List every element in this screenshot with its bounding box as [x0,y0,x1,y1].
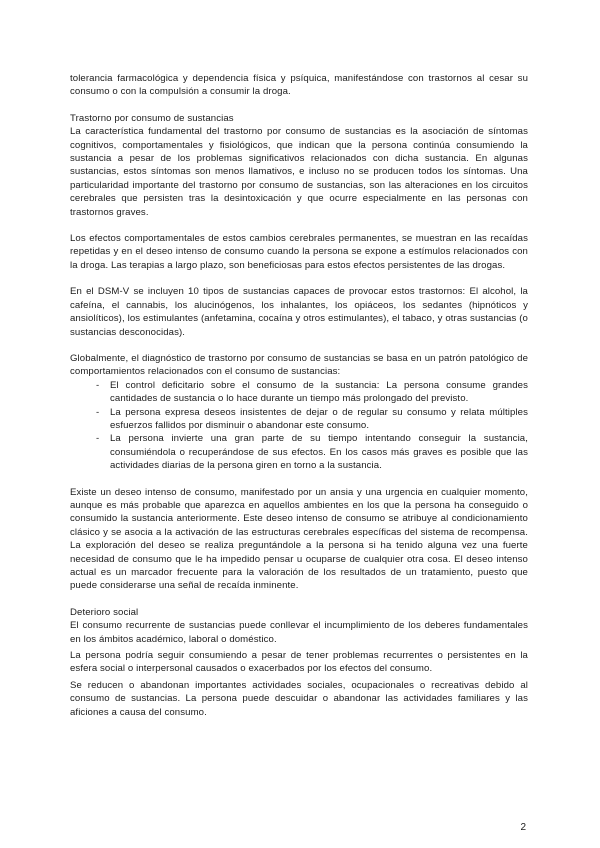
paragraph: En el DSM-V se incluyen 10 tipos de sustancias capaces de provocar estos trastornos: El alcohol, la cafeína, el cannabis, los alucinógenos, los inhalantes, los opiáceos, los sedantes (hipnóticos y ansiolíticos), los estimulantes (anfetamina, cocaína y otros estimulantes), el tabaco, y otras sustancias (o sustancias desconocidas). [70,286,528,338]
section-heading-trastorno: Trastorno por consumo de sustancias [70,112,234,124]
list-item-marker: - [96,406,100,418]
paragraph: Globalmente, el diagnóstico de trastorno por consumo de sustancias se basa en un patrón patológico de comportamientos relacionados con el consumo de sustancias: [70,352,528,378]
list-item-marker: - [96,433,100,445]
section-heading-deterioro: Deterioro social [70,606,139,618]
paragraph-intro: tolerancia farmacológica y dependencia física y psíquica, manifestándose con trastornos al cesar su consumo o con la compulsión a consumir la droga. [70,73,528,98]
paragraph: La persona podría seguir consumiendo a pesar de tener problemas recurrentes o persistentes en la esfera social o interpersonal causados o exacerbados por los efectos del consumo. [70,650,528,675]
list-item-marker: - [96,379,100,391]
list-item [70,432,528,472]
paragraph: El consumo recurrente de sustancias puede conllevar el incumplimiento de los deberes fundamentales en los ámbitos académico, laboral o doméstico. [70,620,528,645]
paragraph: Se reducen o abandonan importantes actividades sociales, ocupacionales o recreativas debido al consumo de sustancias. La persona puede descuidar o abandonar las actividades familiares y las aficiones a causa del consumo. [70,679,528,718]
paragraph: Los efectos comportamentales de estos cambios cerebrales permanentes, se muestran en las recaídas repetidas y en el deseo intenso de consumo cuando la persona se expone a estímulos relacionados con la droga. Las terapias a largo plazo, son beneficiosas para estos efectos persistentes de las drogas. [70,233,528,271]
list-item [70,379,528,406]
list-item-text: La persona expresa deseos insistentes de dejar o de regular su consumo y relata múltiples esfuerzos fallidos por disminuir o abandonar este consumo. [110,406,528,431]
paragraph: La característica fundamental del trastorno por consumo de sustancias es la asociación de síntomas cognitivos, comportamentales y fisiológicos, que indican que la persona continúa consumiendo la sustancia a pesar de los problemas significativos relacionados con dicha sustancia. En algunas sustancias, estos síntomas son menos llamativos, e incluso no se producen todos los síntomas. Una particularidad importante del trastorno por consumo de sustancias, son las alteraciones en los circuitos cerebrales que persisten tras la desintoxicación y que ocurre especialmente en las personas con trastornos graves. [70,126,528,218]
list-item-text: El control deficitario sobre el consumo de la sustancia: La persona consume grandes cantidades de sustancia o lo hace durante un tiempo más prolongado del previsto. [110,379,528,405]
page-number: 2 [520,822,526,833]
section-deterioro-social [70,606,528,719]
criteria-list [70,379,528,473]
document-body [70,72,528,719]
paragraph: Existe un deseo intenso de consumo, manifestado por un ansia y una urgencia en cualquier momento, aunque es más probable que aparezca en aquellos ambientes en los que la persona ha conseguido o consumido la sustancia anteriormente. Este deseo intenso de consumo se atribuye al condicionamiento clásico y se asocia a la activación de las estructuras cerebrales específicas del sistema de recompensa. La exploración del deseo se realiza preguntándole a la persona si ha tenido alguna vez una fuerte necesidad de consumo que le ha impedido pensar u ocuparse de cualquier otra cosa. El deseo intenso actual es un marcador frecuente para la valoración de los resultados de un tratamiento, puesto que puede considerarse una señal de recaída inminente. [70,486,528,592]
section-trastorno-consumo [70,112,528,593]
list-item [70,406,528,433]
list-item-text: La persona invierte una gran parte de su tiempo intentando conseguir la sustancia, consumiéndola o recuperándose de sus efectos. En los casos más graves es posible que las actividades diarias de la persona giren en torno a la sustancia. [110,433,528,472]
